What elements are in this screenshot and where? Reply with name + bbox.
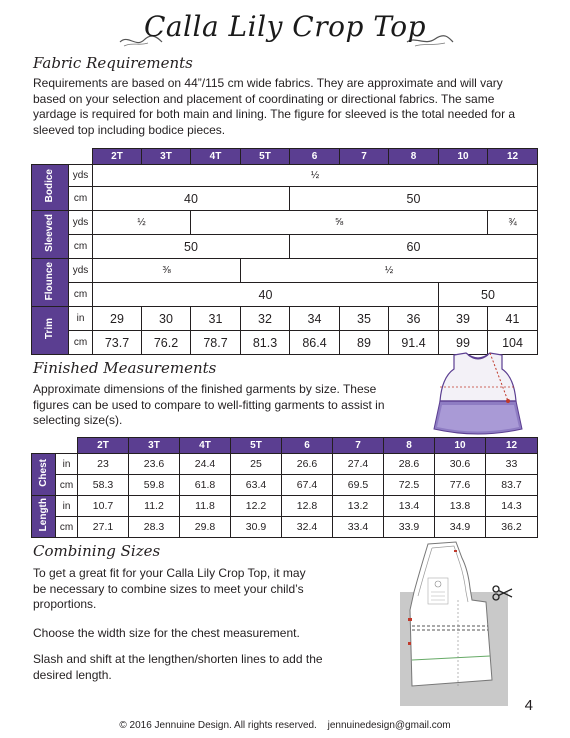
table-cell: ½	[93, 165, 538, 187]
table-cell: 76.2	[142, 331, 191, 355]
unit-label: cm	[69, 331, 93, 355]
table-cell: 30	[142, 307, 191, 331]
size-header: 5T	[241, 149, 290, 165]
size-header: 7	[340, 149, 389, 165]
combining-sizes-text-1	[33, 566, 363, 613]
table-cell: 27.1	[78, 517, 129, 538]
finished-measurements-text	[33, 382, 413, 429]
fabric-text-line: Requirements are based on 44”/115 cm wide fabrics. They are approximate and will vary	[33, 76, 503, 90]
table-cell: 67.4	[282, 475, 333, 496]
table-cell: 69.5	[333, 475, 384, 496]
table-cell: 60	[290, 235, 538, 259]
table-cell: 86.4	[290, 331, 340, 355]
size-header: 5T	[231, 438, 282, 454]
row-label-sleeved: Sleeved	[32, 211, 69, 259]
row-label-length: Length	[32, 496, 56, 538]
table-cell: 25	[231, 454, 282, 475]
table-cell: 29	[93, 307, 142, 331]
size-header: 4T	[191, 149, 241, 165]
table-cell: 59.8	[129, 475, 180, 496]
size-header: 6	[290, 149, 340, 165]
finished-text-line: selecting size(s).	[33, 413, 123, 427]
size-header: 4T	[180, 438, 231, 454]
table-cell: 73.7	[93, 331, 142, 355]
table-cell: 13.2	[333, 496, 384, 517]
size-header: 2T	[78, 438, 129, 454]
footer	[0, 720, 570, 731]
fabric-requirements-heading: Fabric Requirements	[33, 54, 193, 72]
table-cell: 40	[93, 283, 439, 307]
unit-label: in	[69, 307, 93, 331]
page-title: Calla Lily Crop Top	[143, 10, 427, 43]
finished-text-line: figures can be used to compare to well-fitting garments to assist in	[33, 397, 385, 412]
table-cell: 34	[290, 307, 340, 331]
footer-copyright: © 2016 Jennuine Design. All rights reserved.	[119, 720, 317, 731]
table-cell: 39	[439, 307, 488, 331]
table-cell: 26.6	[282, 454, 333, 475]
page-number: 4	[524, 697, 533, 714]
table-cell: 32	[241, 307, 290, 331]
row-label-flounce: Flounce	[32, 259, 69, 307]
table-cell: 28.6	[384, 454, 435, 475]
size-header: 6	[282, 438, 333, 454]
table-cell: 89	[340, 331, 389, 355]
table-cell: 12.2	[231, 496, 282, 517]
table-cell: 33	[486, 454, 538, 475]
size-header: 2T	[93, 149, 142, 165]
fabric-text-line: based on your selection and placement of coordinating or directional fabrics. The same	[33, 91, 495, 106]
table-cell: 50	[439, 283, 538, 307]
table-cell: 28.3	[129, 517, 180, 538]
table-cell: 32.4	[282, 517, 333, 538]
combining-text-line: Slash and shift at the lengthen/shorten lines to add the	[33, 652, 323, 666]
unit-label: yds	[69, 259, 93, 283]
table-cell: 10.7	[78, 496, 129, 517]
row-label-trim: Trim	[32, 307, 69, 355]
unit-label: in	[56, 454, 78, 475]
size-header: 7	[333, 438, 384, 454]
crop-top-illustration	[428, 347, 528, 443]
table-cell: 13.8	[435, 496, 486, 517]
finished-measurements-table	[31, 437, 538, 538]
table-cell: 27.4	[333, 454, 384, 475]
combining-sizes-heading: Combining Sizes	[33, 542, 161, 560]
table-cell: 11.2	[129, 496, 180, 517]
table-cell: 40	[93, 187, 290, 211]
unit-label: cm	[56, 517, 78, 538]
row-label-bodice: Bodice	[32, 165, 69, 211]
table-cell: ¾	[488, 211, 538, 235]
table-cell: 83.7	[486, 475, 538, 496]
size-header: 12	[486, 438, 538, 454]
row-label-chest: Chest	[32, 454, 56, 496]
table-cell: 61.8	[180, 475, 231, 496]
unit-label: cm	[69, 283, 93, 307]
table-cell: 30.6	[435, 454, 486, 475]
table-cell: 23.6	[129, 454, 180, 475]
table-cell: 104	[488, 331, 538, 355]
combining-text-line: proportions.	[33, 597, 97, 611]
table-cell: 30.9	[231, 517, 282, 538]
size-header: 3T	[142, 149, 191, 165]
table-cell: 72.5	[384, 475, 435, 496]
size-header: 8	[389, 149, 439, 165]
table-cell: 11.8	[180, 496, 231, 517]
size-header: 8	[384, 438, 435, 454]
table-cell: 24.4	[180, 454, 231, 475]
unit-label: cm	[69, 187, 93, 211]
table-cell: 34.9	[435, 517, 486, 538]
table-cell: ⅜	[93, 259, 241, 283]
table-cell: ½	[93, 211, 191, 235]
table-cell: 58.3	[78, 475, 129, 496]
table-cell: 99	[439, 331, 488, 355]
unit-label: cm	[56, 475, 78, 496]
table-cell: 12.8	[282, 496, 333, 517]
finished-text-line: Approximate dimensions of the finished garments by size. These	[33, 382, 377, 396]
unit-label: yds	[69, 211, 93, 235]
footer-email: jennuinedesign@gmail.com	[327, 720, 451, 731]
unit-label: cm	[69, 235, 93, 259]
table-cell: 91.4	[389, 331, 439, 355]
size-header: 10	[439, 149, 488, 165]
fabric-text-line: sleeved top including bodice pieces.	[33, 122, 226, 137]
table-cell: 50	[290, 187, 538, 211]
table-cell: 14.3	[486, 496, 538, 517]
combining-text-line: be necessary to combine sizes to meet your child’s	[33, 581, 304, 596]
combining-text-line: desired length.	[33, 667, 112, 682]
unit-label: yds	[69, 165, 93, 187]
size-header: 3T	[129, 438, 180, 454]
size-header: 12	[488, 149, 538, 165]
table-cell: 23	[78, 454, 129, 475]
scissors-icon	[492, 584, 514, 602]
table-cell: ½	[241, 259, 538, 283]
table-cell: 35	[340, 307, 389, 331]
table-cell: 13.4	[384, 496, 435, 517]
finished-measurements-heading: Finished Measurements	[33, 359, 217, 377]
unit-label: in	[56, 496, 78, 517]
fabric-text-line: yardage is required for both main and lining. The figure for sleeved is the total needed for a	[33, 107, 516, 121]
combining-text-line: To get a great fit for your Calla Lily Crop Top, it may	[33, 566, 306, 580]
pattern-piece-illustration	[398, 540, 516, 708]
table-cell: 33.4	[333, 517, 384, 538]
fabric-requirements-table	[31, 148, 538, 355]
table-cell: ⅝	[191, 211, 488, 235]
table-cell: 29.8	[180, 517, 231, 538]
combining-sizes-text-3	[33, 652, 363, 683]
table-cell: 33.9	[384, 517, 435, 538]
table-cell: 78.7	[191, 331, 241, 355]
table-cell: 36.2	[486, 517, 538, 538]
table-cell: 41	[488, 307, 538, 331]
combining-sizes-text-2: Choose the width size for the chest measurement.	[33, 626, 300, 640]
fabric-requirements-text	[33, 76, 543, 138]
table-cell: 36	[389, 307, 439, 331]
table-cell: 77.6	[435, 475, 486, 496]
size-header: 10	[435, 438, 486, 454]
table-cell: 50	[93, 235, 290, 259]
table-cell: 31	[191, 307, 241, 331]
table-cell: 81.3	[241, 331, 290, 355]
table-cell: 63.4	[231, 475, 282, 496]
